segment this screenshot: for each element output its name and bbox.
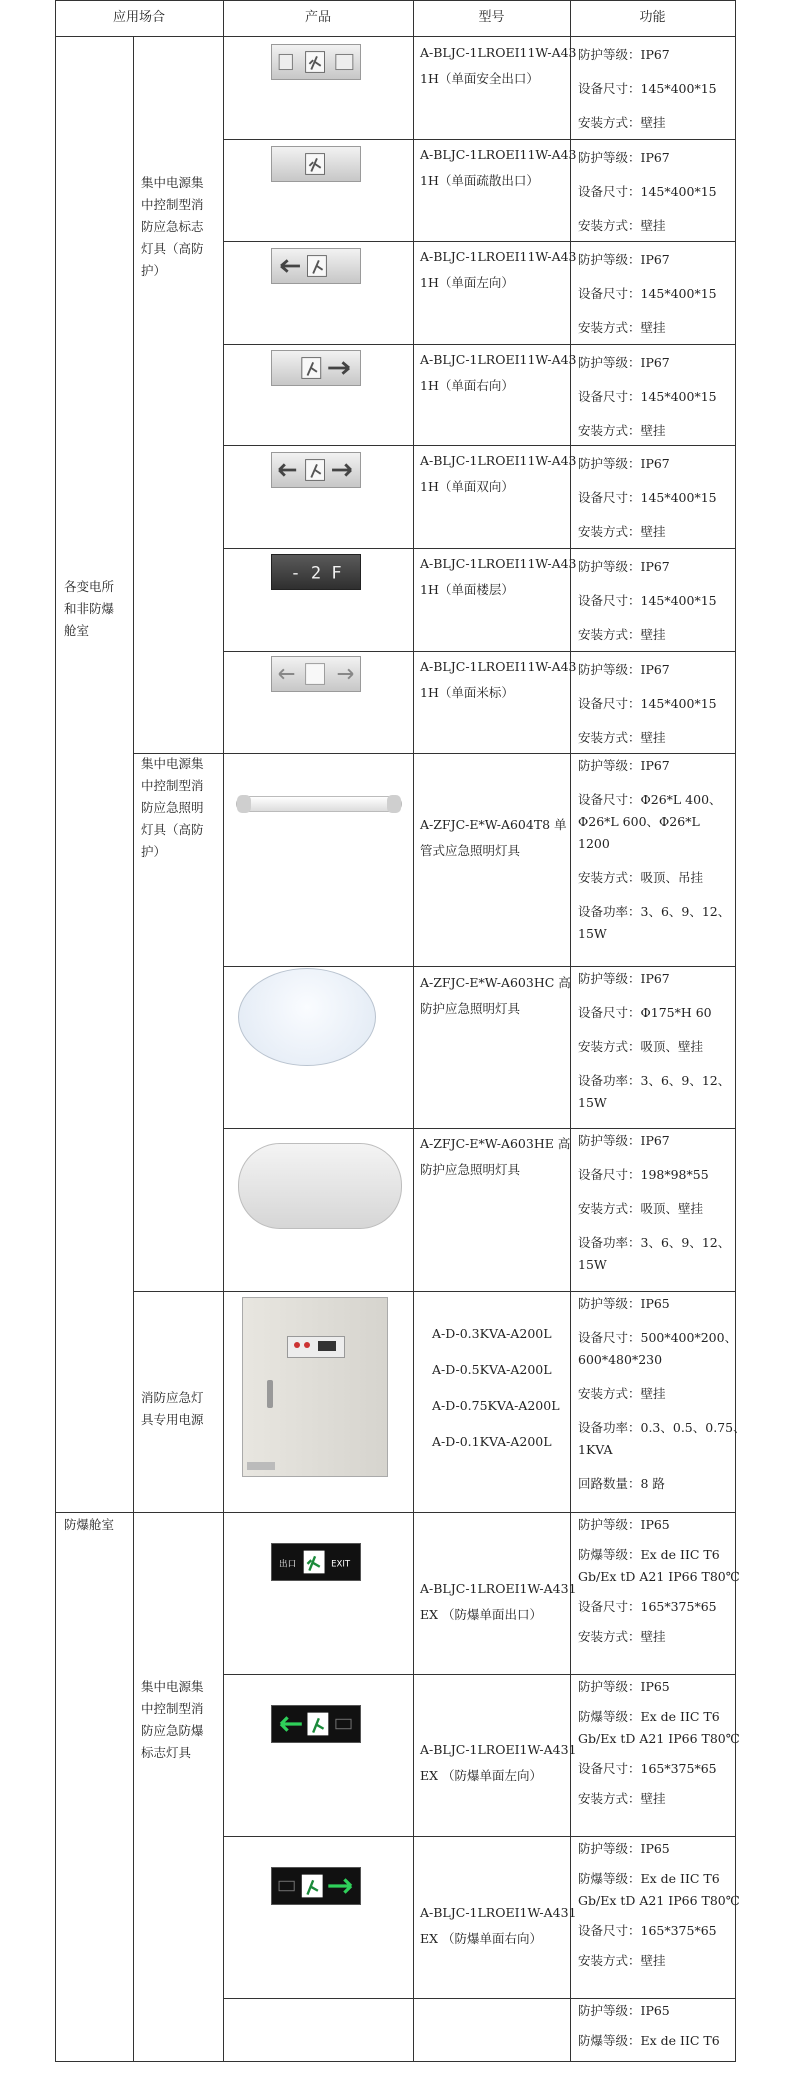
model-cell: A-D-0.3KVA-A200L A-D-0.5KVA-A200L A-D-0.75KVA-A200L A-D-0.1KVA-A200L: [432, 1326, 560, 1449]
product-image-right-arrow-sign: [271, 350, 361, 386]
scene-explosion-proof: 防爆舱室: [64, 1517, 115, 1532]
category-sign-high-protection: 集中电源集 中控制型消 防应急标志 灯具（高防 护）: [141, 175, 204, 278]
function-cell: 防护等级：IP65 设备尺寸：500*400*200、 600*480*230 安装方式：壁挂 设备功率：0.3、0.5、0.75、 1KVA 回路数量：8 路: [578, 1296, 746, 1491]
model-cell: A-BLJC-1LROEI1W-A431 EX （防爆单面出口）: [420, 1581, 577, 1622]
product-image-evacuation-exit-sign: [271, 146, 361, 182]
model-cell: A-BLJC-1LROEI1W-A431 EX （防爆单面右向）: [420, 1905, 577, 1946]
category-sign-explosion-proof: 集中电源集 中控制型消 防应急防爆 标志灯具: [141, 1679, 204, 1760]
product-image-safety-exit-sign: [271, 44, 361, 80]
model-cell: A-ZFJC-E*W-A604T8 单 管式应急照明灯具: [420, 817, 567, 858]
category-power-supply: 消防应急灯 具专用电源: [141, 1390, 204, 1427]
function-cell: 防护等级：IP65 防爆等级：Ex de IIC T6: [578, 2003, 720, 2048]
header-function: 功能: [639, 10, 666, 25]
product-image-tube-light: [236, 796, 402, 812]
function-cell: 防护等级：IP65 防爆等级：Ex de IIC T6 Gb/Ex tD A21 IP66 T80℃ 设备尺寸：165*375*65 安装方式：壁挂: [578, 1679, 740, 1806]
function-cell: 防护等级：IP67 设备尺寸：145*400*15 安装方式：壁挂: [578, 559, 717, 642]
model-cell: A-BLJC-1LROEI11W-A43 1H（单面安全出口）: [420, 45, 577, 86]
function-cell: 防护等级：IP65 防爆等级：Ex de IIC T6 Gb/Ex tD A21 IP66 T80℃ 设备尺寸：165*375*65 安装方式：壁挂: [578, 1841, 740, 1968]
function-cell: 防护等级：IP67 设备尺寸：145*400*15 安装方式：壁挂: [578, 150, 717, 233]
function-cell: 防护等级：IP67 设备尺寸：145*400*15 安装方式：壁挂: [578, 252, 717, 335]
product-image-left-arrow-sign: [271, 248, 361, 284]
category-light-high-protection: 集中电源集 中控制型消 防应急照明 灯具（高防 护）: [141, 756, 204, 859]
model-cell: A-ZFJC-E*W-A603HC 高 防护应急照明灯具: [420, 975, 571, 1016]
header-model: 型号: [478, 10, 505, 25]
function-cell: 防护等级：IP67 设备尺寸：145*400*15 安装方式：壁挂: [578, 355, 717, 438]
ex-exit-text-en: EXIT: [331, 1559, 351, 1570]
model-cell: A-BLJC-1LROEI11W-A43 1H（单面米标）: [420, 659, 577, 700]
product-image-floor-sign: [271, 554, 361, 590]
model-cell: A-ZFJC-E*W-A603HE 高 防护应急照明灯具: [420, 1136, 571, 1177]
function-cell: 防护等级：IP67 设备尺寸：Φ26*L 400、 Φ26*L 600、Φ26*L 1200 安装方式：吸顶、吊挂 设备功率：3、6、9、12、 15W: [578, 758, 731, 941]
function-cell: 防护等级：IP67 设备尺寸：Φ175*H 60 安装方式：吸顶、壁挂 设备功率：3、6、9、12、 15W: [578, 971, 731, 1110]
model-cell: A-BLJC-1LROEI11W-A43 1H（单面疏散出口）: [420, 147, 577, 188]
function-cell: 防护等级：IP67 设备尺寸：145*400*15 安装方式：壁挂: [578, 662, 717, 745]
model-cell: A-BLJC-1LROEI11W-A43 1H（单面双向）: [420, 453, 577, 494]
product-image-ex-right-arrow-sign: [271, 1867, 361, 1905]
product-image-bidirectional-sign: [271, 452, 361, 488]
product-image-distance-sign: [271, 656, 361, 692]
product-image-power-cabinet: [242, 1297, 388, 1477]
product-image-ex-exit-sign: [271, 1543, 361, 1581]
function-cell: 防护等级：IP65 防爆等级：Ex de IIC T6 Gb/Ex tD A21 IP66 T80℃ 设备尺寸：165*375*65 安装方式：壁挂: [578, 1517, 740, 1644]
header-product: 产品: [304, 10, 331, 25]
model-cell: A-BLJC-1LROEI11W-A43 1H（单面左向）: [420, 249, 577, 290]
function-cell: 防护等级：IP67 设备尺寸：198*98*55 安装方式：吸顶、壁挂 设备功率：3、6、9、12、 15W: [578, 1133, 731, 1272]
scene-substations: 各变电所 和非防爆 舱室: [64, 579, 115, 638]
product-image-ex-left-arrow-sign: [271, 1705, 361, 1743]
header-scene: 应用场合: [112, 10, 165, 25]
model-cell: A-BLJC-1LROEI11W-A43 1H（单面右向）: [420, 352, 577, 393]
model-cell: A-BLJC-1LROEI1W-A431 EX （防爆单面左向）: [420, 1742, 577, 1783]
model-cell: A-BLJC-1LROEI11W-A43 1H（单面楼层）: [420, 556, 577, 597]
function-cell: 防护等级：IP67 设备尺寸：145*400*15 安装方式：壁挂: [578, 456, 717, 539]
floor-sign-text: - 2 F: [290, 563, 342, 584]
product-image-oval-light: [238, 1137, 408, 1229]
function-cell: 防护等级：IP67 设备尺寸：145*400*15 安装方式：壁挂: [578, 47, 717, 130]
ex-exit-text-cn: 出口: [279, 1559, 297, 1570]
product-image-round-ceiling-light: [238, 968, 374, 1076]
